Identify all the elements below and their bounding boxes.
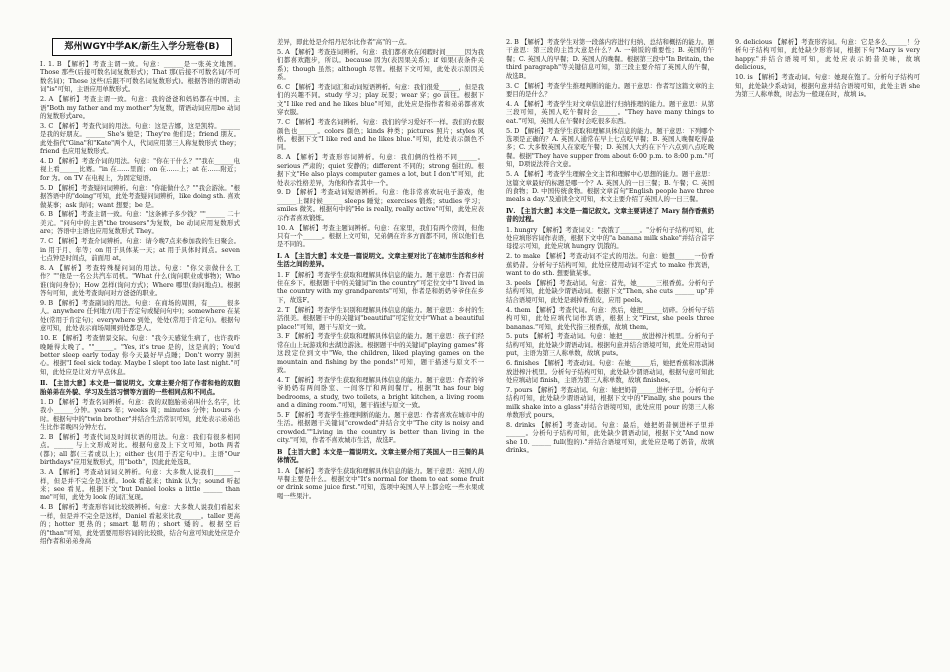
answer-item: 5. puts 【解析】考查动词。句意：她把______放进榨汁机里。分析句子结构可知，此处缺少谓语动词。根据句意并结合语境可知，此处应用动词 put，主语为第三人称单数，故填 puts。 xyxy=(506,332,714,358)
answer-item: 3. C 【解析】考查学生推理判断的能力。题干意思：作者写这篇文章的主要目的是什么？ xyxy=(506,81,714,98)
answer-item: 7. pours 【解析】考查动词。句意：她把奶昔______进杯子里。分析句子结构可知，此处缺少谓语动词，根据下文中的"Finally, she pours the milk shake into a glass"并结合语境可知，此处应用 pour 的第三人称单数形式 pours。 xyxy=(506,385,714,420)
answer-item: 4. B 【解析】考查形容词比较级辨析。句意：大多数人说我们看起来一样，但是并不完全是这样，Daniel 看起来比我______。taller 更高的；hotter 更热的；smart 聪明的；short 矮的。根据空后的"than"可知，此处需要用形容词的比较级，结合句意可知此处应是介绍作者和弟弟身高 xyxy=(40,503,240,545)
answer-item: 8. drinks 【解析】考查动词。句意：最后，她把奶昔倒进杯子里并______。分析句子结构可知，此处缺少谓语动词，根据下文"And now she 10. ______ full(饱的)."并结合语境可知，此处应是喝了奶昔，故填 drinks。 xyxy=(506,420,714,455)
answer-item: 1. hungry 【解析】考查词义："我饿了______。"分析句子结构可知，此处应填形容词作表语，根据下文中的"a banana milk shake"并结合首字母提示可知，此处应填 hungry 饥饿的。 xyxy=(506,225,714,251)
column-1 xyxy=(40,38,240,663)
answer-item: 差异，即此处是介绍丹尼尔比作者"高"的一点。 xyxy=(277,38,411,46)
answer-item: 2. T 【解析】考查学生识别和理解具体信息的能力。题干意思：乡村的生活很美。根据题干中的关键词"beautiful"可定位文中"What a beautiful place!"可知，题干与原文一致。 xyxy=(277,305,484,331)
answer-item: 2. to make 【解析】考查动词不定式的用法。句意：她想______一份香蕉奶昔。分析句子结构可知，此处应使用动词不定式 to make 作宾语，want to do sth. 想要做某事。 xyxy=(506,252,714,278)
answer-item: 9. B 【解析】考查副词的用法。句意：在商场的周围，有______很多人。anywhere 任何地方(用于否定句或疑问句中)；somewhere 在某处(常用于肯定句)；everywhere 到处，处处(常用于肯定句)。根据句意可知，此处表示商场周围到处都是人。 xyxy=(40,298,240,333)
answer-item: 3. A 【解析】考查动词词义辨析。句意：大多数人说我们______一样，但是并不完全是这样。look 看起来；think 认为；sound 听起来；see 看见。根据下文"but Daniel looks a little ______ than me"可知，此处为 look 的词汇复现。 xyxy=(40,468,240,502)
answer-item: 6. B 【解析】考查主谓一致。句意："这条裤子多少钱？""______ 二十美元。"问句中的主语"the trousers"为复数，be 动词应用复数形式 are；答语中主语也应用复数形式 They。 xyxy=(40,210,240,236)
answer-item: 8. A 【解析】考查特殊疑问词的用法。句意："你父亲做什么工作？""他是一名公共汽车司机。"What 什么(询问职业或事物)；Who 谁(询问身份)；How 怎样(询问方式)；Where 哪里(询问地点)。根据答句可知，此处考查询问对方爸爸的职业。 xyxy=(40,263,240,298)
answer-item: 5. D 【解析】考查学生获取和理解具体信息的能力。题干意思：下列哪个选项是正确的？A. 英国人通常在早上七点吃早餐；B. 英国人晚餐吃得最多；C. 大多数英国人在家吃午餐；D. 英国人大约在下午六点到八点吃晚餐。根据"They have supper from about 6:00 p.m. to 8:00 p.m."可知，D项说法符合文意。 xyxy=(506,126,714,169)
answer-item: 7. C 【解析】考查名词辨析。句意：我们的学习爱好不一样。我们的衣服颜色也______。colors 颜色；kinds 种类；pictures 照片；styles 风格。根据下文"I like red and he likes blue."可知，此处表示颜色不同。 xyxy=(277,118,484,152)
answer-item: 6. finishes 【解析】考查动词。句意：在她______后，她把香蕉和冰淇淋放进榨汁机里。分析句子结构可知，此处缺少谓语动词，根据句意可知此处应填动词 finish，主语为第三人称单数，故填 finishes。 xyxy=(506,359,714,384)
section-heading: B 【主旨大意】本文是一篇说明文。文章主要介绍了英国人一日三餐的具体情况。 xyxy=(277,447,484,465)
answer-item: 4. them 【解析】考查代词。句意：然后，她把______切碎。分析句子结构可知，此处应填代词作宾语，根据上文"First, she peels three bananas."可知，此处代指三根香蕉，故填 them。 xyxy=(506,305,714,331)
answer-item: 10. E 【解析】考查情景交际。句意："我今天感觉生病了，也许我昨晚睡得太晚了。""______。"Yes, it's true 是的，这是真的；You'd better sleep early today 你今天最好早点睡；Don't worry 别担心。根据"I feel sick today. Maybe I slept too late last night."可知，此处应是让对方早点休息。 xyxy=(40,334,240,376)
answer-item: 8. A 【解析】考查形容词辨析。句意：我们俩的性格不同______。serious 严肃的；quiet 安静的；different 不同的；strong 强壮的。根据下文"He also plays computer games a lot, but I don't"可知，此处表示性格差异，为他和作者其中一个。 xyxy=(277,153,484,187)
column-4 xyxy=(735,38,920,663)
answer-item: 5. A 【解析】考查连词辨析。句意：我们都喜欢在闲暇时间______因为我们都喜欢跑步，所以。because 因为(表因果关系)；if 如果(表条件关系)；though 虽然；although 尽管。根据下文可知，此处表示原因关系。 xyxy=(277,47,484,82)
answer-item: 7. C 【解析】考查介词辨析。句意：请今晚7点来参加我的生日聚会。in 用于月、年等；on 用于具体某一天；at 用于具体时间点。seven 七点钟是时间点，前面用 at。 xyxy=(40,237,240,262)
answer-item: 2. A 【解析】考查主谓一致。句意：我的爸爸和妈妈都在中国。主语"Both my father and my mother"为复数，谓语动词应用be 动词的复数形式are。 xyxy=(40,95,240,120)
section-heading: Ⅰ. A 【主旨大意】本文是一篇说明文。文章主要对比了在城市生活和乡村生活之间的差异。 xyxy=(277,251,484,269)
answer-item: 4. T 【解析】考查学生获取和理解具体信息的能力。题干意思：作者的爷爷奶奶有两间卧室、一间客厅和两间餐厅。根据"It has four big bedrooms, a study, two toilets, a bright kitchen, a living room and a dining room."可知，题干描述与原文一致。 xyxy=(277,375,484,410)
answer-item: 10. A 【解析】考查主题词辨析。句意：在家里，我们有两个房间，但他只有一个______。根据上文可知，兄弟俩在许多方面都不同，所以他们也是不同的。 xyxy=(277,223,484,249)
answer-item: 2. B 【解析】考查代词及时间状语的用法。句意：我们有很多相同点。______ 与上文形成对比。根据句意及上下文可知，both 两者(都)；all 都(三者或以上)；either 也(用于否定句中)。主语"Our birthdays"应用复数形式，用"both"，因此此处选B。 xyxy=(40,433,240,467)
answer-item: 3. F 【解析】考查学生获取和理解具体信息的能力。题干意思：孩子们经常在山上玩游戏和去湖边游泳。根据题干中的关键词"playing games"将这段定位到文中"We, the children, liked playing games on the mountain and fishing by the ponds!"可知，题干描述与原文不一致。 xyxy=(277,332,484,375)
section-heading: Ⅳ. 【主旨大意】本文是一篇记叙文。文章主要讲述了 Mary 制作香蕉奶昔的过程。 xyxy=(506,206,714,224)
answer-item: 10. is 【解析】考查动词。句意：她现在饱了。分析句子结构可知，此处缺少系动词，根据句意并结合语境可知，此处主语 she 为第三人称单数，时态为一般现在时，故填 is。 xyxy=(735,73,920,98)
answer-item: 9. delicious 【解析】考查形容词。句意：它是多么______！分析句子结构可知，此处缺少形容词，根据下句"Mary is very happy."并结合语境可知，此处应表示奶昔美味，故填 delicious。 xyxy=(735,38,920,72)
answer-item: 5. A 【解析】考查学生理解全文主旨和理解中心思想的能力。题干意思：这篇文章最好的标题是哪一个？A. 英国人的一日三餐；B. 午餐；C. 英国的食物；D. 中国传统食物。根据文章首句"English people have three meals a day."及通读全文可知，本文主要介绍了英国人的一日三餐。 xyxy=(506,170,714,204)
answer-item: 9. D 【解析】考查动词短语辨析。句意：他非常喜欢玩电子游戏，他______上课时候______ sleeps 睡觉；exercises 锻炼；studies 学习；smiles 微笑。根据句中的"He is really, really active"可知，此处应表示作者喜欢锻炼。 xyxy=(277,188,484,222)
page-title: 郑州WGY中学AK/新生入学分班卷(B) xyxy=(52,38,232,56)
answer-item: 6. C 【解析】考查词汇和动词短语辨析。句意：我们很爱______，但是我们的兴趣不同。study 学习；play 玩耍；wear 穿；go 前往。根据下文"I like red and he likes blue"可知，此处应是指作者和弟弟都喜欢穿衣服。 xyxy=(277,83,484,117)
answer-item: 1. F 【解析】考查学生获取和理解具体信息的能力。题干意思：作者目前住在乡下。根据题干中的关键词"in the country"可定位文中"I lived in the country with my grandparents"可知，作者是和奶奶爷爷住在乡下，故选F。 xyxy=(277,270,484,304)
answer-item: Ⅰ. 1. B 【解析】考查主谓一致。句意：______是一张英文地图。Those 那些(后接可数名词复数形式)；That 那(后接不可数名词/不可数名词)；These 这些(后跟不可数名词复数形式)。根据答语的谓语动词"is"可知，主语应用单数形式。 xyxy=(40,60,240,94)
column-3 xyxy=(506,38,714,663)
answer-item: 5. D 【解析】考查疑问词辨析。句意："你能做什么？""我会游泳。"根据答语中的"doing"可知，此处考查疑问词辨析，like doing sth. 喜欢做某事；ask 询问；want 想要；be 是。 xyxy=(40,183,240,209)
answer-item: 3. peels 【解析】考查动词。句意：首先，她______三根香蕉。分析句子结构可知，此处缺少谓语动词。根据下文"Then, she cuts ______ up"并结合语境可知，此处是剥掉香蕉皮，应用 peels。 xyxy=(506,278,714,304)
answer-item: 2. B 【解析】考查学生对第一段落内容进行归纳、总结和概括的能力。题干意思：第三段的主旨大意是什么？A. 一顿饭的重要性；B. 英国的午餐；C. 英国人的早餐；D. 英国人的晚餐。根据第三段中"In Britain, the third paragraph"等关键信息可知，第三段主要介绍了英国人的午餐，故选B。 xyxy=(506,38,714,80)
answer-item: 4. D 【解析】考查介词的用法。句意："你在干什么？""我在______电视上看______比赛。"in 在……里面；on 在……上；at 在……附近；for 为。on TV 在电视上，为固定短语。 xyxy=(40,156,240,182)
answer-item: 3. C 【解析】考查代词的用法。句意：这是吉娜，这是凯特。______是我的好朋友。______ She's 她是；They're 他们是；friend 朋友。此处指代"Gina"和"Kate"两个人，代词应用第三人称复数形式 they；friend 也应用复数形式。 xyxy=(40,121,240,156)
answer-item: 1. A 【解析】考查学生获取和理解具体信息的能力。题干意思：英国人的早餐主要是什么。根据文中"It's normal for them to eat some fruit or drink some juice first."可知，选项中英国人早上都会吃一些水果或喝一些果汁。 xyxy=(277,466,484,500)
answer-item: 4. A 【解析】考查学生对文章信息进行归纳推理的能力。题干意思：从第三段可知，英国人吃午餐时会______。"They have many things to eat."可知，英国人在午餐时会吃很多东西。 xyxy=(506,99,714,125)
answer-item: 5. F 【解析】考查学生推理判断的能力。题干意思：作者喜欢在城市中的生活。根据题干关键词"crowded"并结合文中"The city is noisy and crowded.""Living in the country is better than living in the city."可知，作者不喜欢城市生活，故选F。 xyxy=(277,411,484,445)
column-2 xyxy=(277,38,484,663)
section-heading: Ⅱ. 【主旨大意】本文是一篇说明文。文章主要介绍了作者和他的双胞胎弟弟在外貌、学习及生活习惯等方面的一些相同点和不同点。 xyxy=(40,379,240,396)
answer-item: 1. D 【解析】考查名词辨析。句意：我的双胞胎弟弟叫什么名字，比我小______分钟。years 年；weeks 周；minutes 分钟；hours 小时。根据句中的"twin brother"并结合生活常识可知，此处表示弟弟出生比作者晚四分钟左右。 xyxy=(40,397,240,432)
